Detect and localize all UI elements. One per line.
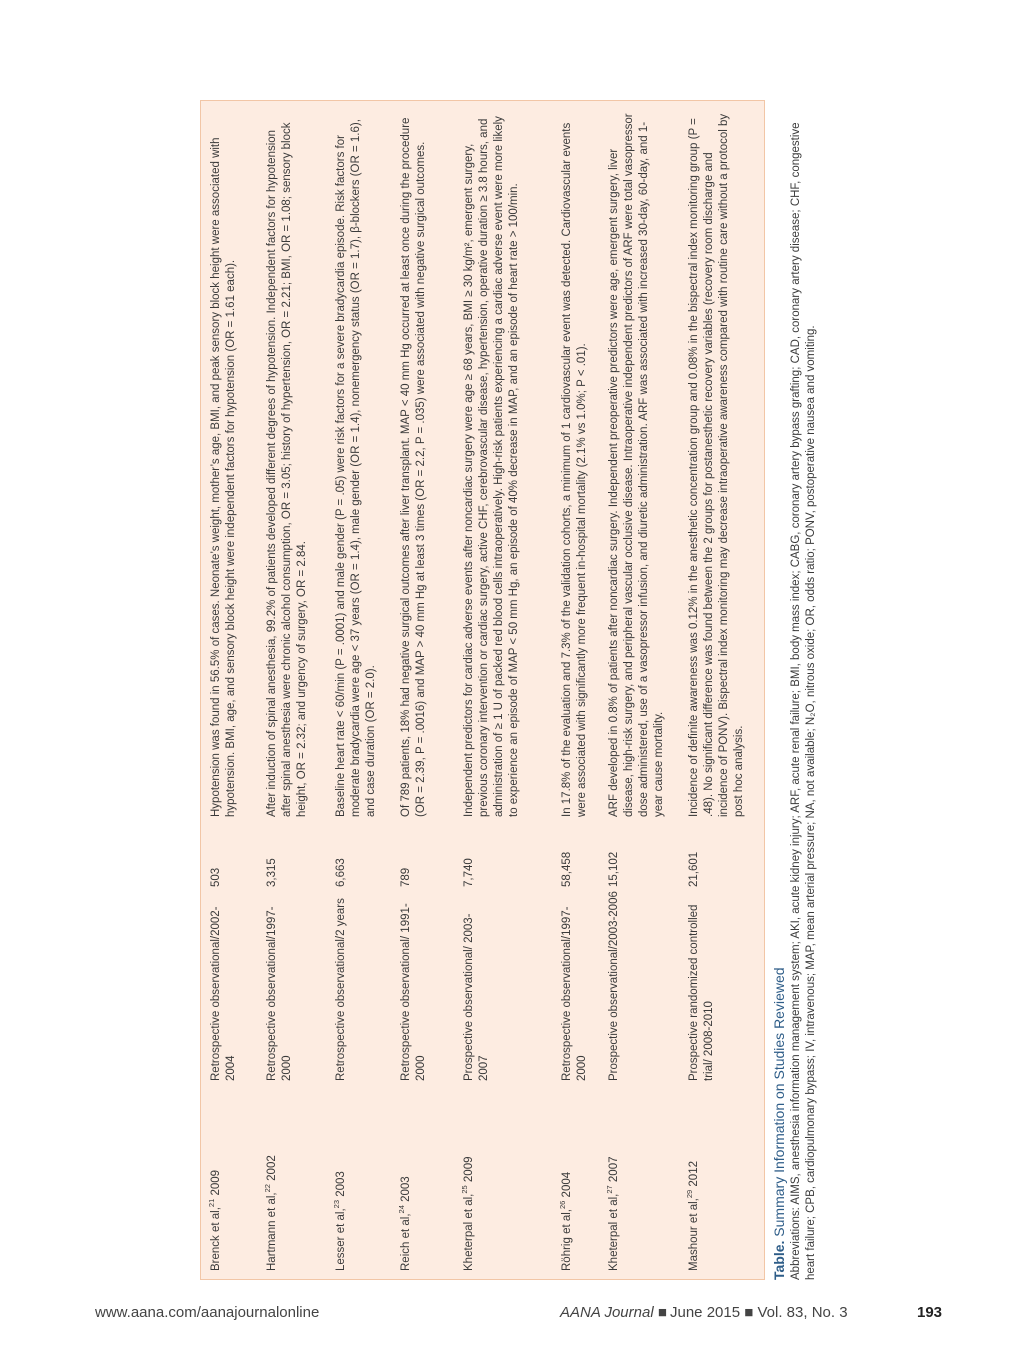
author-cell: Brenck et al,$^{21}$ 2009 xyxy=(207,1169,222,1271)
author-cell: Hartmann et al,$^{22}$ 2002 xyxy=(263,1155,278,1271)
journal-url-link[interactable]: www.aana.com/aanajournalonline xyxy=(95,1304,320,1321)
findings-cell: Incidence of definite awareness was 0.12% in the anesthetic concentration group and 0.08% in the bispectral index monitoring group (P = .48). No significant difference was found between the 2 groups for postanesthetic recovery variables (recovery room discharge and incidence of PONV). Bispectral index monitoring may decrease intraoperative awareness compared with routine care without a protocol by post hoc analysis. xyxy=(688,113,745,817)
findings-cell: Of 789 patients, 18% had negative surgical outcomes after liver transplant. MAP < 40 mm Hg occurred at least once during the procedure (OR = 2.39, P = .0016) and MAP > 40 mm Hg at least 3 times (OR = 2.2, P = .035) were associated with negative surgical outcomes. xyxy=(400,117,427,817)
findings-cell: Independent predictors for cardiac adverse events after noncardiac surgery were age ≥ 68 years, BMI ≥ 30 kg/m², emergent surgery, previous coronary intervention or cardiac surgery, active CHF, cerebrovascular disease, hypertension, operative duration ≥ 3.8 hours, and administration of ≥ 1 U of packed red blood cells intraoperatively. High-risk patients experiencing a cardiac adverse event were more likely to experience an episode of MAP < 50 mm Hg, an episode of 40% decrease in MAP, and an episode of heart rate > 100/min. xyxy=(463,116,520,817)
page-footer xyxy=(0,1304,1024,1328)
sample-size-cell: 503 xyxy=(210,867,222,887)
design-cell: Prospective observational/ 2003-2007 xyxy=(463,913,490,1081)
author-cell: Kheterpal et al,$^{25}$ 2009 xyxy=(460,1156,475,1271)
studies-table xyxy=(200,100,765,1280)
page-number: 193 xyxy=(917,1304,943,1321)
sample-size-cell: 6,663 xyxy=(335,858,347,887)
findings-cell: After induction of spinal anesthesia, 99.2% of patients developed different degrees of hypotension. Independent factors for hypotension after spinal anesthesia were chronic alcohol consumption, OR = 3.05; history of hypertension, OR = 2.21; BMI, OR = 1.08; sensory block height, OR = 2.32; and urgency of surgery, OR = 2.84. xyxy=(266,122,308,817)
sample-size-cell: 7,740 xyxy=(463,858,475,887)
caption-title: Table. Summary Information on Studies Reviewed xyxy=(771,967,787,1280)
sample-size-cell: 3,315 xyxy=(266,858,278,887)
findings-cell: Hypotension was found in 56.5% of cases. Neonate’s weight, mother’s age, BMI, and peak sensory block height were associated with hypotension. BMI, age, and sensory block height were independent factors for hypotension (OR = 1.61 each). xyxy=(210,137,237,817)
findings-cell: ARF developed in 0.8% of patients after noncardiac surgery. Independent preoperative predictors were age, emergent surgery, liver disease, high-risk surgery, and peripheral vascular occlusive disease. Intraoperative independent predictors of ARF were total vasopressor dose administered, use of a vasopressor infusion, and diuretic administration. ARF was associated with increased 30-day, 60-day, and 1-year cause mortality. xyxy=(608,113,665,817)
rotated-page xyxy=(200,100,860,1280)
journal-name: AANA Journal ■ xyxy=(560,1304,667,1321)
abbreviations-text: Abbreviations: AIMS, anesthesia information management system; AKI, acute kidney injury; ARF, acute renal failure; BMI, body mass index; CABG, coronary artery bypass grafting; CAD, coronary artery disease; CHF, congestive heart failure; CPB, cardiopulmonary bypass; IV, intravenous; MAP, mean arterial pressure; NA, not available; N₂O, nitrous oxide; OR, odds ratio; PONV, postoperative nausea and vomiting. xyxy=(790,122,817,1280)
issue-info: June 2015 ■ Vol. 83, No. 3 xyxy=(670,1304,848,1321)
sample-size-cell: 58,458 xyxy=(561,851,573,887)
table-caption xyxy=(772,100,819,1280)
sample-size-cell: 21,601 xyxy=(688,851,700,887)
findings-cell: In 17.8% of the evaluation and 7.3% of the validation cohorts, a minimum of 1 cardiovascular event was detected. Cardiovascular events were associated with significantly more frequent in-hospital mortality (2.1% vs 1.0%; P < .01). xyxy=(561,122,588,817)
design-cell: Retrospective observational/1997-2000 xyxy=(266,906,293,1081)
author-cell: Lesser et al,$^{23}$ 2003 xyxy=(332,1171,347,1271)
design-cell: Prospective observational/2003-2006 xyxy=(608,891,620,1081)
author-cell: Kheterpal et al,$^{27}$ 2007 xyxy=(605,1156,620,1271)
design-cell: Retrospective observational/ 1991-2000 xyxy=(400,903,427,1081)
author-cell: Mashour et al,$^{29}$ 2012 xyxy=(685,1161,700,1271)
sample-size-cell: 15,102 xyxy=(608,851,620,887)
design-cell: Retrospective observational/2 years xyxy=(335,898,347,1081)
author-cell: Röhrig et al,$^{26}$ 2004 xyxy=(558,1171,573,1271)
design-cell: Prospective randomized controlled trial/ 2008-2010 xyxy=(688,904,715,1081)
findings-cell: Baseline heart rate < 60/min (P = .0001) and male gender (P = .05) were risk factors for a severe bradycardia episode. Risk factors for moderate bradycardia were age < 37 years (OR = 1.4), male gender (OR = 1.4), nonemergency status (OR = 1.7), β-blockers (OR = 1.6), and case duration (OR = 2.0). xyxy=(335,119,377,817)
author-cell: Reich et al,$^{24}$ 2003 xyxy=(397,1176,412,1271)
sample-size-cell: 789 xyxy=(400,867,412,887)
design-cell: Retrospective observational/1997-2000 xyxy=(561,906,588,1081)
design-cell: Retrospective observational/2002-2004 xyxy=(210,906,237,1081)
